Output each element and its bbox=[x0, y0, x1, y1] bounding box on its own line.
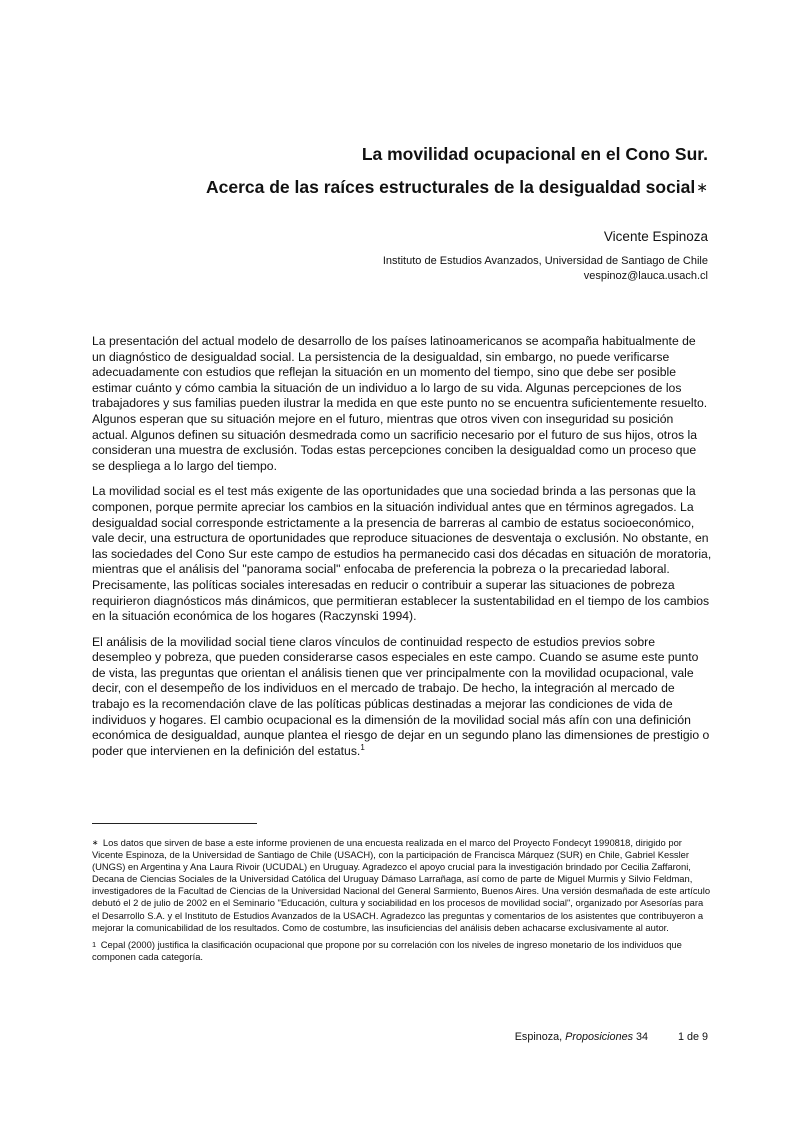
footnote-text: Cepal (2000) justifica la clasificación ocupacional que propone por su correlación con los niveles de ingreso monetario de los individuos que componen cada categoría. bbox=[92, 938, 682, 962]
footnote-marker: ∗ bbox=[92, 838, 99, 847]
footnote bbox=[92, 939, 712, 963]
title-line-1-text: La movilidad ocupacional en el Cono Sur. bbox=[361, 144, 708, 164]
title-footnote-marker: ∗ bbox=[696, 179, 708, 195]
body-text bbox=[92, 334, 712, 769]
footer-issue: 34 bbox=[635, 1031, 648, 1043]
footnote bbox=[92, 837, 712, 934]
footnote-text: Los datos que sirven de base a este informe provienen de una encuesta realizada en el marco del Proyecto Fondecyt 1990818, dirigido por Vicente Espinoza, de la Universidad de Santiago de Chile (USACH), con la participación de Francisca Márquez (SUR) en Chile, Gabriel Kessler (UNGS) en Argentina y Ana Laura Rivoir (UCUDAL) en Uruguay. Agradezco el apoyo crucial para la investigación brindado por Cecilia Zaffaroni, Decana de Ciencias Sociales de la Universidad Católica del Uruguay Dámaso Larrañaga, así como de parte de Miguel Murmis y Silvio Feldman, investigadores de la Facultad de Ciencias de la Universidad Nacional del General Sarmiento, Buenos Aires. Una versión desmañada de este artículo debutó el 2 de julio de 2002 en el Seminario "Educación, cultura y sociabilidad en los procesos de movilidad social", organizado por Asesorías para el Desarrollo S.A. y el Instituto de Estudios Avanzados de la USACH. Agradezco las preguntas y comentarios de los asistentes que contribuyeron a mejorar la comunicabilidad de los resultados. Como de costumbre, las insuficiencias del análisis deben achacarse exclusivamente al autor. bbox=[92, 837, 711, 933]
paper-title-line-2 bbox=[206, 177, 708, 198]
body-paragraph: La movilidad social es el test más exigente de las oportunidades que una sociedad brinda a las personas que la componen, porque permite apreciar los cambios en la situación individual antes que en términos agregados. La desigualdad social corresponde estrictamente a la presencia de barreras al cambio de estatus socioeconómico, vale decir, una estructura de oportunidades que reproduce situaciones de desventaja o exclusión. No obstante, en las sociedades del Cono Sur este campo de estudios ha permanecido casi dos décadas en situación de moratoria, mientras que el análisis del "panorama social" enfocaba de preferencia la pobreza o la precariedad laboral. Precisamente, las políticas sociales interesadas en reducir o contribuir a superar las situaciones de pobreza requirieron diagnósticos más dinámicos, que permitieran establecer la sustentabilidad en el tiempo de los cambios en la situación económica de los hogares (Raczynski 1994). bbox=[92, 484, 712, 624]
author-affiliation bbox=[383, 254, 708, 284]
body-paragraph-last bbox=[92, 635, 712, 760]
footnotes bbox=[92, 837, 712, 968]
body-paragraph-text: El análisis de la movilidad social tiene claros vínculos de continuidad respecto de estudios previos sobre desempleo y pobreza, que pueden considerarse casos especiales en este campo. Cuando se asume este punto de vista, las preguntas que orientan el análisis tienen que ver principalmente con la movilidad ocupacional, vale decir, con el desempeño de los individuos en el mercado de trabajo. De hecho, la integración al mercado de trabajo es la recomendación clave de las políticas públicas destinadas a mejorar las condiciones de vida de individuos y hogares. El cambio ocupacional es la dimensión de la movilidad social más afín con una definición económica de desigualdad, aunque plantea el riesgo de dejar en un segundo plano las dimensiones de prestigio o poder que intervienen en la definición del estatus. bbox=[92, 634, 710, 758]
author-email: vespinoz@lauca.usach.cl bbox=[583, 270, 708, 282]
paper-title-line-1 bbox=[362, 144, 708, 165]
title-line-2-text: Acerca de las raíces estructurales de la desigualdad social bbox=[205, 177, 696, 197]
author-name: Vicente Espinoza bbox=[603, 229, 708, 244]
footer-journal: Proposiciones bbox=[565, 1031, 633, 1043]
page-number: 1 de 9 bbox=[677, 1031, 708, 1043]
footnote-reference[interactable]: 1 bbox=[360, 742, 365, 752]
footer-author: Espinoza, bbox=[514, 1031, 563, 1043]
footer-citation bbox=[515, 1031, 648, 1043]
footnote-separator bbox=[92, 823, 257, 824]
footnote-marker: 1 bbox=[92, 939, 97, 949]
author-institution: Instituto de Estudios Avanzados, Universidad de Santiago de Chile bbox=[382, 255, 708, 267]
body-paragraph: La presentación del actual modelo de desarrollo de los países latinoamericanos se acompaña habitualmente de un diagnóstico de desigualdad social. La persistencia de la desigualdad, sin embargo, no puede verificarse adecuadamente con estudios que reflejan la situación en un momento del tiempo, sino que debe ser posible estimar cuánto y cómo cambia la situación de un individuo a lo largo de su vida. Algunas percepciones de los trabajadores y sus familias pueden ilustrar la medida en que este punto no se encuentra suficientemente resuelto. Algunos esperan que su situación mejore en el futuro, mientras que otros viven con inseguridad su posición actual. Algunos definen su situación desmedrada como un sacrificio necesario por el futuro de sus hijos, otros la consideran una muestra de exclusión. Todas estas percepciones conciben la desigualdad como un proceso que se despliega a lo largo del tiempo. bbox=[92, 334, 708, 473]
